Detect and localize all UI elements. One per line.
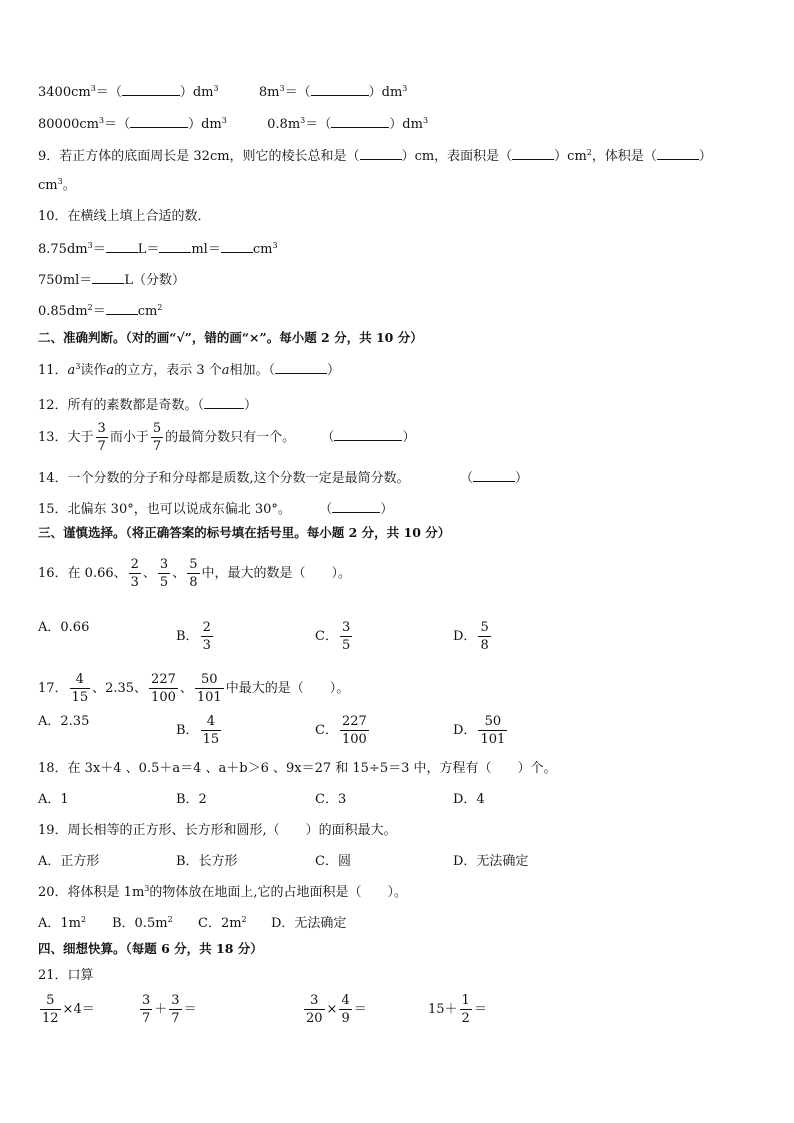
fraction: $\frac{3}{7}$ bbox=[171, 993, 180, 1026]
q9-line2: $cm^3$。 bbox=[38, 177, 76, 193]
q21-expr-2: $\frac{3}{7}$ ＋ $\frac{3}{7}$ ＝ bbox=[142, 993, 197, 1026]
fraction: $\frac{227}{100}$ bbox=[151, 672, 176, 705]
fraction: $\frac{5}{7}$ bbox=[152, 421, 162, 454]
q19-option-c[interactable]: C．圆 bbox=[315, 854, 351, 869]
fraction: $\frac{3}{20}$ bbox=[306, 993, 323, 1026]
q19-option-b[interactable]: B．长方形 bbox=[176, 854, 238, 869]
q17-option-b[interactable]: B． $\frac{4}{15}$ bbox=[176, 714, 220, 747]
q18-option-d[interactable]: D．4 bbox=[453, 792, 485, 807]
q8-row1: $3400cm^3=$（ ）$dm^3$ $8m^3=$（ ）$dm^3$ bbox=[38, 84, 408, 100]
answer-blank[interactable] bbox=[130, 114, 188, 128]
q12-question: 12．所有的素数都是奇数。（ ） bbox=[38, 395, 257, 415]
fraction: $\frac{3}{7}$ bbox=[97, 421, 106, 454]
q20-option-c[interactable]: C．$2m^2$ bbox=[198, 915, 247, 931]
fraction: $\frac{50}{101}$ bbox=[480, 714, 506, 747]
q17-option-d[interactable]: D． $\frac{50}{101}$ bbox=[453, 714, 506, 747]
q10-line1: $8.75dm^3= L= ml= cm^3$ bbox=[38, 241, 278, 257]
answer-blank[interactable] bbox=[221, 239, 253, 253]
fraction: $\frac{3}{7}$ bbox=[142, 993, 151, 1026]
answer-blank[interactable] bbox=[331, 114, 389, 128]
answer-blank[interactable] bbox=[332, 499, 380, 513]
q17-option-a[interactable]: A．2.35 bbox=[38, 714, 90, 729]
answer-blank[interactable] bbox=[106, 239, 138, 253]
fraction: $\frac{1}{2}$ bbox=[461, 993, 470, 1026]
q21-expr-1: $\frac{5}{12}$ ×4＝ bbox=[42, 993, 95, 1026]
fraction: $\frac{3}{5}$ bbox=[159, 557, 169, 590]
q19-question: 19．周长相等的正方形、长方形和圆形,（ ）的面积最大。 bbox=[38, 823, 397, 838]
fraction: $\frac{5}{8}$ bbox=[189, 557, 198, 590]
fraction: $\frac{3}{5}$ bbox=[341, 620, 351, 653]
q20-option-d[interactable]: D．无法确定 bbox=[271, 916, 347, 931]
fraction: $\frac{227}{100}$ bbox=[341, 714, 367, 747]
answer-blank[interactable] bbox=[92, 270, 124, 284]
q21-expr-3: $\frac{3}{20}$ × $\frac{4}{9}$ ＝ bbox=[306, 993, 367, 1026]
q9-question: 9．若正方体的底面周长是 32cm，则它的棱长总和是（ ）cm，表面积是（ ）$cm^2$，体积是（ ） bbox=[38, 148, 712, 164]
answer-blank[interactable] bbox=[473, 468, 515, 482]
q18-option-a[interactable]: A．1 bbox=[38, 792, 69, 807]
q8-row2: $80000cm^3=$（ ）$dm^3$ $0.8m^3=$（ ）$dm^3$ bbox=[38, 116, 429, 132]
answer-blank[interactable] bbox=[360, 146, 402, 160]
section-4-heading: 四、细想快算。（每题 6 分，共 18 分） bbox=[38, 941, 263, 956]
q19-option-a[interactable]: A．正方形 bbox=[38, 854, 100, 869]
answer-blank[interactable] bbox=[122, 82, 180, 96]
q17-question: 17． $\frac{4}{15}$ 、2.35、 $\frac{227}{100}$ 、 $\frac{50}{101}$ 中最大的是（ ）。 bbox=[38, 672, 350, 705]
answer-blank[interactable] bbox=[512, 146, 554, 160]
section-3-heading: 三、谨慎选择。（将正确答案的标号填在括号里。每小题 2 分，共 10 分） bbox=[38, 525, 451, 540]
answer-blank[interactable] bbox=[275, 360, 327, 374]
fraction: $\frac{4}{9}$ bbox=[341, 993, 350, 1026]
q13-question: 13．大于 $\frac{3}{7}$ 而小于 $\frac{5}{7}$ 的最简分数只有一个。 （ ） bbox=[38, 421, 416, 454]
q10-title: 10．在横线上填上合适的数． bbox=[38, 209, 211, 224]
q20-question: 20．将体积是 $1m^3$的物体放在地面上,它的占地面积是（ ）。 bbox=[38, 884, 408, 900]
q16-option-d[interactable]: D． $\frac{5}{8}$ bbox=[453, 620, 489, 653]
q20-option-a[interactable]: A．$1m^2$ bbox=[38, 915, 87, 931]
q19-option-d[interactable]: D．无法确定 bbox=[453, 854, 529, 869]
fraction: $\frac{2}{3}$ bbox=[130, 557, 139, 590]
q16-option-a[interactable]: A．0.66 bbox=[38, 620, 90, 635]
q16-option-b[interactable]: B． $\frac{2}{3}$ bbox=[176, 620, 211, 653]
answer-blank[interactable] bbox=[204, 395, 244, 409]
answer-blank[interactable] bbox=[311, 82, 369, 96]
q21-title: 21．口算 bbox=[38, 968, 94, 983]
fraction: $\frac{5}{12}$ bbox=[42, 993, 59, 1026]
section-2-heading: 二、准确判断。（对的画“√”，错的画“×”。每小题 2 分，共 10 分） bbox=[38, 330, 423, 345]
fraction: $\frac{4}{15}$ bbox=[202, 714, 220, 747]
fraction: $\frac{4}{15}$ bbox=[71, 672, 89, 705]
q16-question: 16．在 0.66、 $\frac{2}{3}$ 、 $\frac{3}{5}$ 、 $\frac{5}{8}$ 中，最大的数是（ ）。 bbox=[38, 557, 352, 590]
q21-expr-4: 15＋ $\frac{1}{2}$ ＝ bbox=[428, 993, 487, 1026]
answer-blank[interactable] bbox=[334, 427, 402, 441]
q18-option-b[interactable]: B．2 bbox=[176, 792, 207, 807]
q16-option-c[interactable]: C． $\frac{3}{5}$ bbox=[315, 620, 351, 653]
q18-option-c[interactable]: C．3 bbox=[315, 792, 347, 807]
q11-question: 11．$a^3$读作a的立方，表示 3 个a相加。（ ） bbox=[38, 362, 341, 378]
answer-blank[interactable] bbox=[657, 146, 699, 160]
fraction: $\frac{2}{3}$ bbox=[202, 620, 211, 653]
q20-option-b[interactable]: B．$0.5m^2$ bbox=[112, 915, 173, 931]
q10-line2: 750ml＝ L（分数） bbox=[38, 270, 185, 290]
q15-question: 15．北偏东 30°，也可以说成东偏北 30°。 （ ） bbox=[38, 499, 393, 519]
q10-line3: $0.85dm^2= cm^2$ bbox=[38, 303, 163, 319]
q17-option-c[interactable]: C． $\frac{227}{100}$ bbox=[315, 714, 367, 747]
answer-blank[interactable] bbox=[106, 301, 138, 315]
fraction: $\frac{5}{8}$ bbox=[480, 620, 489, 653]
fraction: $\frac{50}{101}$ bbox=[196, 672, 222, 705]
q18-question: 18．在 3x＋4 、0.5＋a＝4 、a＋b＞6 、9x＝27 和 15÷5＝3 中，方程有（ ）个。 bbox=[38, 761, 557, 776]
q14-question: 14．一个分数的分子和分母都是质数,这个分数一定是最简分数。 （ ） bbox=[38, 468, 528, 488]
answer-blank[interactable] bbox=[159, 239, 191, 253]
